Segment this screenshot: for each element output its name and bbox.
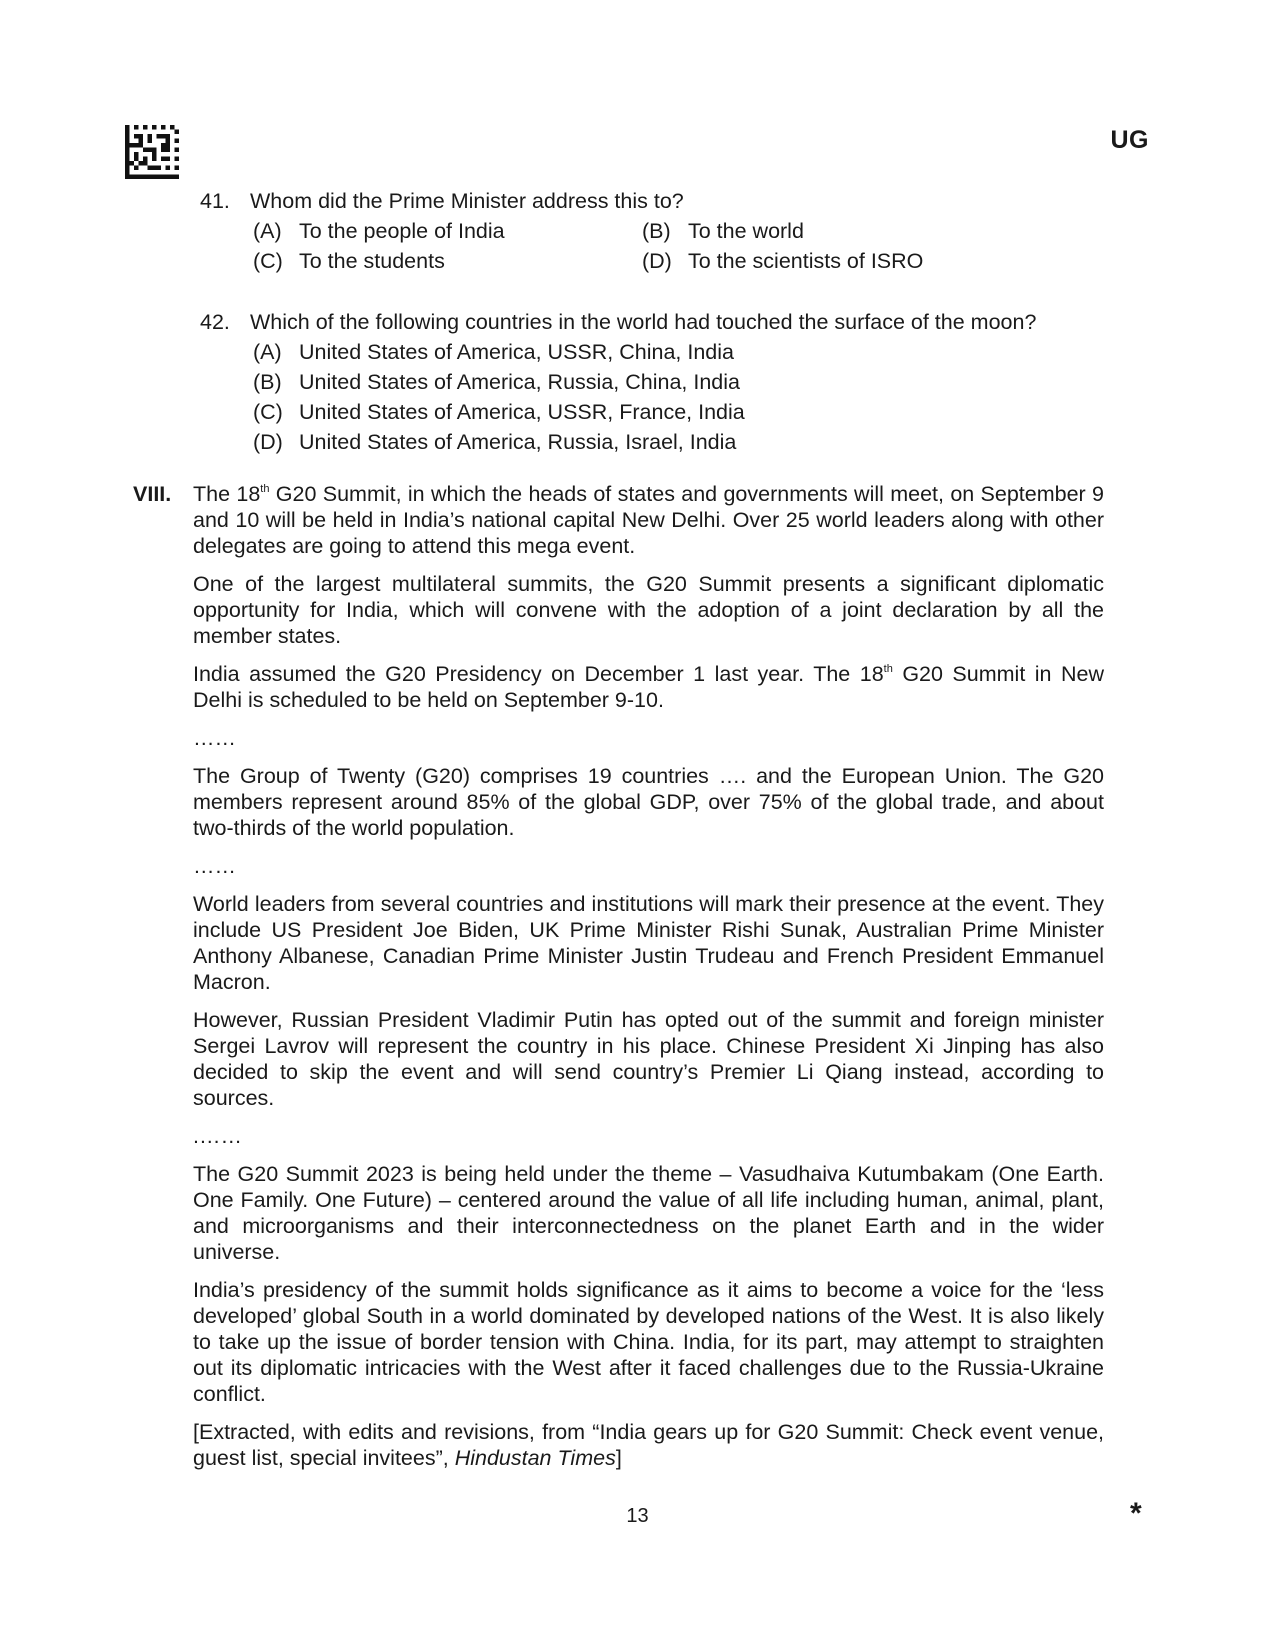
paragraph-8: India’s presidency of the summit holds significance as it aims to become a voice for the ‘less developed’ global South in a world dominated by developed nations of the West. It is also likely to take up the issue of border tension with China. India, for its part, may attempt to straighten out its diplomatic intricacies with the West after it faced challenges due to the Russia-Ukraine conflict. xyxy=(193,1278,1104,1406)
question-text: Whom did the Prime Minister address this to? xyxy=(250,189,684,213)
paragraph-4: The Group of Twenty (G20) comprises 19 countries …. and the European Union. The G20 members represent around 85% of the global GDP, over 75% of the global trade, and about two-thirds of the world population. xyxy=(193,764,1104,840)
question-number: 41. xyxy=(200,189,230,213)
question-number: 42. xyxy=(200,310,230,334)
option-b: (B) United States of America, Russia, China, India xyxy=(253,370,740,394)
footer-mark: * xyxy=(1130,1497,1142,1530)
option-b: (B) To the world xyxy=(642,219,804,243)
option-d: (D) United States of America, Russia, Israel, India xyxy=(253,430,737,454)
ellipsis: .…… xyxy=(193,1124,242,1148)
qr-code-icon xyxy=(125,125,179,179)
question-41 xyxy=(200,186,982,276)
exam-code: UG xyxy=(1110,126,1149,154)
paragraph-2: One of the largest multilateral summits, the G20 Summit presents a significant diplomatic opportunity for India, which will convene with the adoption of a joint declaration by all the member states. xyxy=(193,572,1104,648)
option-c: (C) To the students xyxy=(253,249,445,273)
page-number: 13 xyxy=(626,1505,649,1527)
question-42 xyxy=(200,307,1036,457)
option-c: (C) United States of America, USSR, France, India xyxy=(253,400,745,424)
paragraph-1: The 18th G20 Summit, in which the heads of states and governments will meet, on September 9 and 10 will be held in India’s national capital New Delhi. Over 25 world leaders along with other delegates are going to attend this mega event. xyxy=(193,482,1104,558)
source-citation: [Extracted, with edits and revisions, from “India gears up for G20 Summit: Check event venue, guest list, special invitees”, Hindustan Times] xyxy=(193,1420,1104,1470)
paragraph-3: India assumed the G20 Presidency on December 1 last year. The 18th G20 Summit in New Delhi is scheduled to be held on September 9-10. xyxy=(193,662,1104,712)
passage-viii xyxy=(133,481,1103,1483)
paragraph-7: The G20 Summit 2023 is being held under the theme – Vasudhaiva Kutumbakam (One Earth. One Family. One Future) – centered around the value of all life including human, animal, plant, and microorganisms and their interconnectedness on the planet Earth and in the wider universe. xyxy=(193,1162,1104,1264)
question-text: Which of the following countries in the world had touched the surface of the moon? xyxy=(250,310,1037,334)
section-numeral: VIII. xyxy=(133,482,172,506)
option-d: (D) To the scientists of ISRO xyxy=(642,249,924,273)
option-a: (A) To the people of India xyxy=(253,219,505,243)
paragraph-6: However, Russian President Vladimir Putin has opted out of the summit and foreign minister Sergei Lavrov will represent the country in his place. Chinese President Xi Jinping has also decided to skip the event and will send country’s Premier Li Qiang instead, according to sources. xyxy=(193,1008,1104,1110)
ellipsis: …… xyxy=(193,726,236,750)
paragraph-5: World leaders from several countries and institutions will mark their presence at the event. They include US President Joe Biden, UK Prime Minister Rishi Sunak, Australian Prime Minister Anthony Albanese, Canadian Prime Minister Justin Trudeau and French President Emmanuel Macron. xyxy=(193,892,1104,994)
ellipsis: …… xyxy=(193,854,236,878)
option-a: (A) United States of America, USSR, China, India xyxy=(253,340,734,364)
